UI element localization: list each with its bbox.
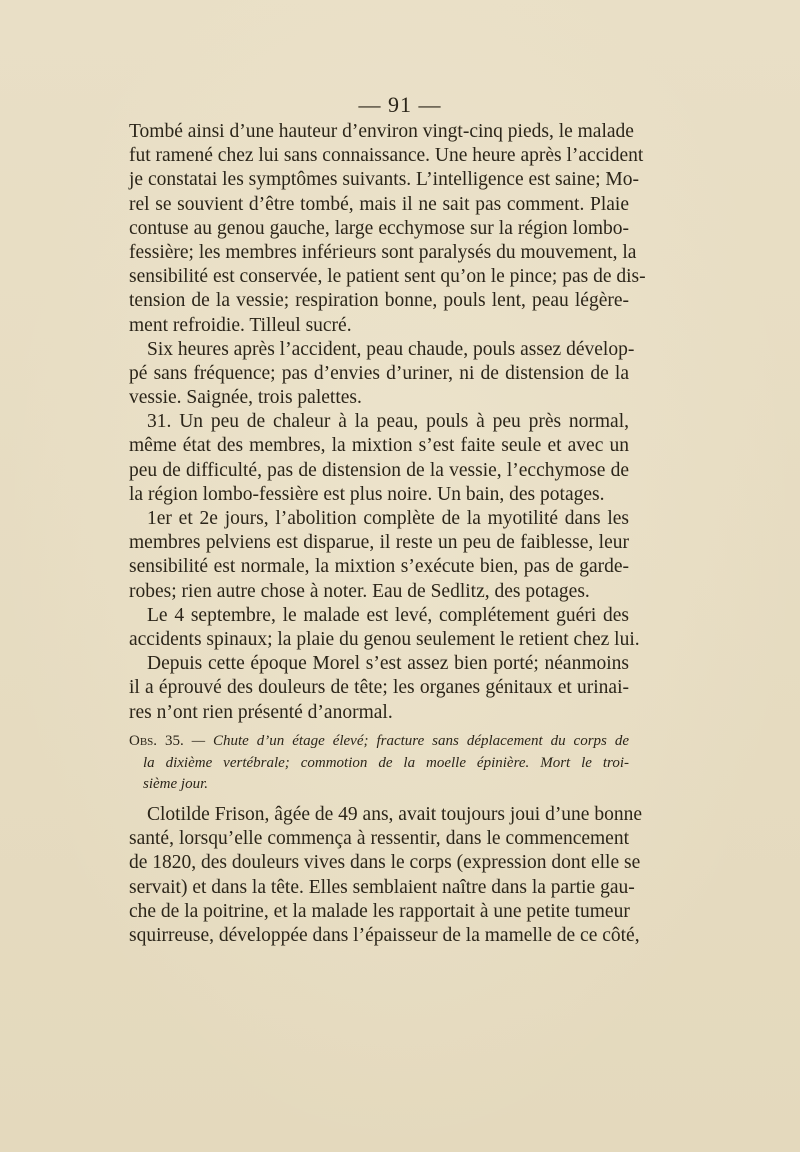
text-line: peu de difficulté, pas de distension de la vessie, l’ecchymose de <box>129 459 629 481</box>
observation-heading <box>129 731 629 796</box>
observation-line: la dixième vertébrale; commotion de la moelle épinière. Mort le troi- <box>143 754 629 771</box>
text-line: Le 4 septembre, le malade est levé, complétement guéri des <box>147 604 629 626</box>
text-line: Depuis cette époque Morel s’est assez bien porté; néanmoins <box>147 653 629 675</box>
observation-line: sième jour. <box>143 776 208 792</box>
main-text-bottom <box>129 803 642 948</box>
text-line: contuse au genou gauche, large ecchymose sur la région lombo- <box>129 217 629 239</box>
text-line: fessière; les membres inférieurs sont paralysés du mouvement, la <box>129 241 637 263</box>
text-line: vessie. Saignée, trois palettes. <box>129 387 362 409</box>
text-line: santé, lorsqu’elle commença à ressentir, dans le commencement <box>129 828 629 850</box>
text-line: je constatai les symptômes suivants. L’intelligence est saine; Mo- <box>129 169 639 191</box>
observation-number: Obs. 35. <box>129 733 184 749</box>
text-line: pé sans fréquence; pas d’envies d’uriner, ni de distension de la <box>129 362 629 384</box>
text-line: ment refroidie. Tilleul sucré. <box>129 314 352 336</box>
text-line: 1er et 2e jours, l’abolition complète de la myotilité dans les <box>147 508 629 529</box>
text-line: même état des membres, la mixtion s’est faite seule et avec un <box>129 435 629 457</box>
text-line: che de la poitrine, et la malade les rapportait à une petite tumeur <box>129 900 630 922</box>
text-line: sensibilité est normale, la mixtion s’exécute bien, pas de garde- <box>129 556 629 578</box>
text-line: squirreuse, développée dans l’épaisseur de la mamelle de ce côté, <box>129 924 640 946</box>
observation-title: — Chute d’un étage élevé; fracture sans déplacement du corps de <box>183 733 629 749</box>
text-line: accidents spinaux; la plaie du genou seulement le retient chez lui. <box>129 628 640 650</box>
text-line: fut ramené chez lui sans connaissance. Une heure après l’accident <box>129 145 644 167</box>
text-line: Clotilde Frison, âgée de 49 ans, avait toujours joui d’une bonne <box>147 804 642 825</box>
text-line: Six heures après l’accident, peau chaude, pouls assez dévelop- <box>147 338 635 360</box>
text-line: servait) et dans la tête. Elles semblaient naître dans la partie gau- <box>129 876 635 898</box>
observation-line <box>129 731 629 753</box>
text-line: 31. Un peu de chaleur à la peau, pouls à peu près normal, <box>147 411 629 433</box>
text-line: il a éprouvé des douleurs de tête; les organes génitaux et urinai- <box>129 677 629 699</box>
main-text-top <box>129 120 646 725</box>
text-line: robes; rien autre chose à noter. Eau de Sedlitz, des potages. <box>129 580 590 602</box>
text-line: de 1820, des douleurs vives dans le corps (expression dont elle se <box>129 852 641 874</box>
text-line: membres pelviens est disparue, il reste un peu de faiblesse, leur <box>129 532 629 554</box>
text-line: tension de la vessie; respiration bonne, pouls lent, peau légère- <box>129 290 629 312</box>
text-line: res n’ont rien présenté d’anormal. <box>129 701 393 723</box>
text-line: la région lombo-fessière est plus noire. Un bain, des potages. <box>129 483 605 505</box>
text-line: sensibilité est conservée, le patient sent qu’on le pince; pas de dis- <box>129 266 646 288</box>
text-line: rel se souvient d’être tombé, mais il ne sait pas comment. Plaie <box>129 193 629 215</box>
text-line: Tombé ainsi d’une hauteur d’environ vingt-cinq pieds, le malade <box>129 121 634 142</box>
page-number: — 91 — <box>358 92 442 117</box>
